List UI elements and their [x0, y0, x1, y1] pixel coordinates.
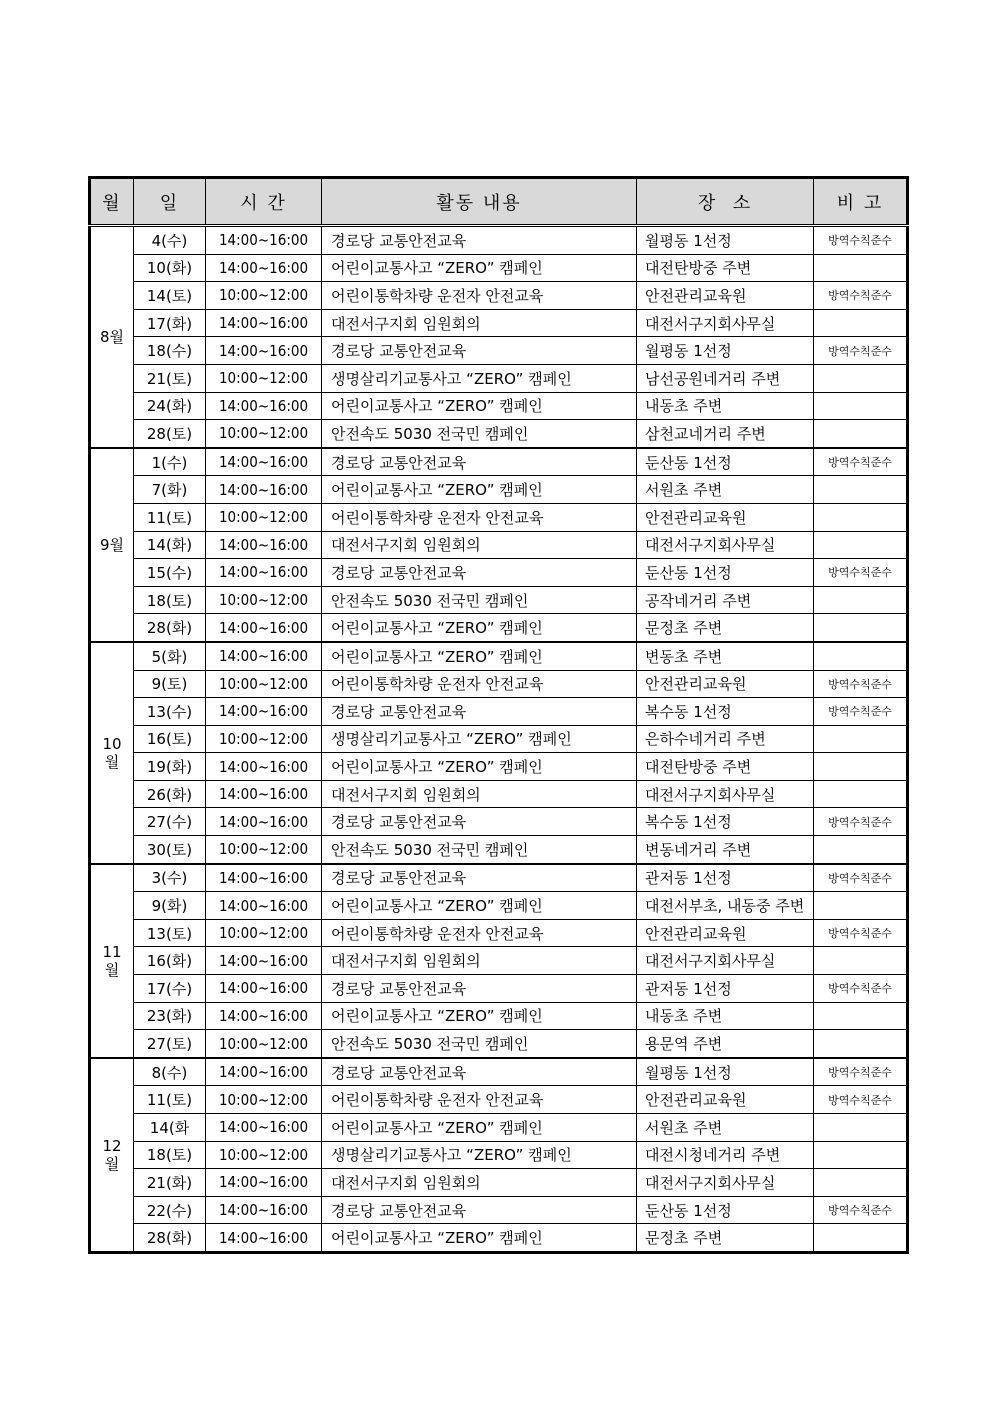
place-cell: 안전관리교육원 — [637, 282, 814, 310]
header-day: 일 — [134, 178, 206, 226]
note-cell: 방역수칙준수 — [814, 1058, 908, 1086]
place-cell: 문정초 주변 — [637, 1224, 814, 1253]
header-time: 시 간 — [206, 178, 322, 226]
place-cell: 대전서구지회사무실 — [637, 780, 814, 808]
place-cell: 남선공원네거리 주변 — [637, 364, 814, 392]
note-cell: 방역수칙준수 — [814, 808, 908, 836]
activity-cell: 어린이통학차량 운전자 안전교육 — [322, 919, 637, 947]
day-cell: 23(화) — [134, 1002, 206, 1030]
time-cell: 14:00~16:00 — [206, 753, 322, 781]
place-cell: 복수동 1선정 — [637, 698, 814, 726]
activity-cell: 대전서구지회 임원회의 — [322, 531, 637, 559]
day-cell: 3(수) — [134, 864, 206, 892]
activity-cell: 경로당 교통안전교육 — [322, 226, 637, 255]
activity-cell: 경로당 교통안전교육 — [322, 337, 637, 365]
note-cell — [814, 254, 908, 282]
activity-cell: 경로당 교통안전교육 — [322, 448, 637, 476]
note-cell: 방역수칙준수 — [814, 1196, 908, 1224]
day-cell: 9(토) — [134, 670, 206, 698]
header-month: 월 — [90, 178, 134, 226]
activity-cell: 생명살리기교통사고 “ZERO” 캠페인 — [322, 1141, 637, 1169]
header-activity: 활동 내용 — [322, 178, 637, 226]
table-row — [90, 975, 908, 1003]
day-cell: 5(화) — [134, 642, 206, 670]
activity-cell: 안전속도 5030 전국민 캠페인 — [322, 420, 637, 448]
place-cell: 안전관리교육원 — [637, 919, 814, 947]
day-cell: 14(화 — [134, 1114, 206, 1142]
table-row — [90, 947, 908, 975]
time-cell: 10:00~12:00 — [206, 1086, 322, 1114]
time-cell: 14:00~16:00 — [206, 947, 322, 975]
time-cell: 14:00~16:00 — [206, 337, 322, 365]
table-row — [90, 614, 908, 642]
place-cell: 월평동 1선정 — [637, 337, 814, 365]
table-row — [90, 337, 908, 365]
day-cell: 21(화) — [134, 1169, 206, 1197]
note-cell — [814, 725, 908, 753]
month-label: 8월 — [90, 226, 134, 448]
note-cell — [814, 947, 908, 975]
day-cell: 15(수) — [134, 559, 206, 587]
place-cell: 대전시청네거리 주변 — [637, 1141, 814, 1169]
activity-cell: 대전서구지회 임원회의 — [322, 780, 637, 808]
day-cell: 1(수) — [134, 448, 206, 476]
place-cell: 둔산동 1선정 — [637, 1196, 814, 1224]
place-cell: 둔산동 1선정 — [637, 559, 814, 587]
table-row — [90, 1002, 908, 1030]
place-cell: 복수동 1선정 — [637, 808, 814, 836]
place-cell: 안전관리교육원 — [637, 670, 814, 698]
note-cell — [814, 614, 908, 642]
time-cell: 14:00~16:00 — [206, 476, 322, 504]
table-row — [90, 725, 908, 753]
place-cell: 대전탄방중 주변 — [637, 254, 814, 282]
activity-cell: 어린이교통사고 “ZERO” 캠페인 — [322, 476, 637, 504]
activity-cell: 경로당 교통안전교육 — [322, 1196, 637, 1224]
time-cell: 14:00~16:00 — [206, 559, 322, 587]
activity-cell: 어린이교통사고 “ZERO” 캠페인 — [322, 614, 637, 642]
activity-cell: 안전속도 5030 전국민 캠페인 — [322, 836, 637, 864]
place-cell: 내동초 주변 — [637, 1002, 814, 1030]
activity-cell: 경로당 교통안전교육 — [322, 975, 637, 1003]
day-cell: 28(화) — [134, 614, 206, 642]
note-cell: 방역수칙준수 — [814, 864, 908, 892]
time-cell: 10:00~12:00 — [206, 1141, 322, 1169]
place-cell: 둔산동 1선정 — [637, 448, 814, 476]
time-cell: 10:00~12:00 — [206, 420, 322, 448]
place-cell: 은하수네거리 주변 — [637, 725, 814, 753]
time-cell: 14:00~16:00 — [206, 226, 322, 255]
table-row — [90, 1169, 908, 1197]
day-cell: 9(화) — [134, 892, 206, 920]
table-row — [90, 780, 908, 808]
day-cell: 22(수) — [134, 1196, 206, 1224]
note-cell — [814, 1141, 908, 1169]
note-cell: 방역수칙준수 — [814, 698, 908, 726]
activity-cell: 어린이교통사고 “ZERO” 캠페인 — [322, 892, 637, 920]
note-cell — [814, 309, 908, 337]
note-cell — [814, 642, 908, 670]
activity-cell: 어린이통학차량 운전자 안전교육 — [322, 670, 637, 698]
day-cell: 28(화) — [134, 1224, 206, 1253]
day-cell: 11(토) — [134, 1086, 206, 1114]
note-cell: 방역수칙준수 — [814, 919, 908, 947]
table-row — [90, 282, 908, 310]
place-cell: 삼천교네거리 주변 — [637, 420, 814, 448]
note-cell — [814, 1169, 908, 1197]
place-cell: 서원초 주변 — [637, 1114, 814, 1142]
time-cell: 14:00~16:00 — [206, 808, 322, 836]
place-cell: 서원초 주변 — [637, 476, 814, 504]
place-cell: 월평동 1선정 — [637, 1058, 814, 1086]
table-row — [90, 364, 908, 392]
time-cell: 14:00~16:00 — [206, 642, 322, 670]
time-cell: 14:00~16:00 — [206, 1196, 322, 1224]
day-cell: 21(토) — [134, 364, 206, 392]
activity-cell: 대전서구지회 임원회의 — [322, 309, 637, 337]
place-cell: 대전탄방중 주변 — [637, 753, 814, 781]
day-cell: 10(화) — [134, 254, 206, 282]
day-cell: 24(화) — [134, 392, 206, 420]
month-label: 9월 — [90, 448, 134, 642]
time-cell: 14:00~16:00 — [206, 1058, 322, 1086]
table-row — [90, 1196, 908, 1224]
day-cell: 4(수) — [134, 226, 206, 255]
time-cell: 14:00~16:00 — [206, 392, 322, 420]
place-cell: 대전서부초, 내동중 주변 — [637, 892, 814, 920]
activity-cell: 어린이교통사고 “ZERO” 캠페인 — [322, 254, 637, 282]
header-place: 장 소 — [637, 178, 814, 226]
day-cell: 14(토) — [134, 282, 206, 310]
day-cell: 18(수) — [134, 337, 206, 365]
header-row — [90, 178, 908, 226]
activity-cell: 생명살리기교통사고 “ZERO” 캠페인 — [322, 364, 637, 392]
day-cell: 8(수) — [134, 1058, 206, 1086]
activity-cell: 경로당 교통안전교육 — [322, 559, 637, 587]
time-cell: 10:00~12:00 — [206, 282, 322, 310]
time-cell: 10:00~12:00 — [206, 725, 322, 753]
note-cell: 방역수칙준수 — [814, 670, 908, 698]
activity-cell: 대전서구지회 임원회의 — [322, 1169, 637, 1197]
table-row — [90, 448, 908, 476]
place-cell: 안전관리교육원 — [637, 503, 814, 531]
table-row — [90, 1058, 908, 1086]
note-cell — [814, 836, 908, 864]
note-cell: 방역수칙준수 — [814, 448, 908, 476]
note-cell — [814, 392, 908, 420]
table-row — [90, 919, 908, 947]
table-row — [90, 642, 908, 670]
time-cell: 14:00~16:00 — [206, 975, 322, 1003]
table-row — [90, 1224, 908, 1253]
table-row — [90, 698, 908, 726]
note-cell — [814, 1224, 908, 1253]
place-cell: 변동초 주변 — [637, 642, 814, 670]
time-cell: 10:00~12:00 — [206, 586, 322, 614]
day-cell: 17(화) — [134, 309, 206, 337]
time-cell: 10:00~12:00 — [206, 919, 322, 947]
table-row — [90, 892, 908, 920]
day-cell: 27(토) — [134, 1030, 206, 1058]
table-row — [90, 836, 908, 864]
table-row — [90, 420, 908, 448]
time-cell: 10:00~12:00 — [206, 1030, 322, 1058]
note-cell: 방역수칙준수 — [814, 282, 908, 310]
activity-cell: 경로당 교통안전교육 — [322, 698, 637, 726]
note-cell — [814, 1002, 908, 1030]
day-cell: 26(화) — [134, 780, 206, 808]
note-cell: 방역수칙준수 — [814, 1086, 908, 1114]
table-row — [90, 1141, 908, 1169]
note-cell — [814, 476, 908, 504]
note-cell: 방역수칙준수 — [814, 226, 908, 255]
time-cell: 10:00~12:00 — [206, 836, 322, 864]
note-cell — [814, 892, 908, 920]
table-row — [90, 1086, 908, 1114]
time-cell: 10:00~12:00 — [206, 670, 322, 698]
time-cell: 14:00~16:00 — [206, 254, 322, 282]
day-cell: 18(토) — [134, 1141, 206, 1169]
table-row — [90, 476, 908, 504]
time-cell: 14:00~16:00 — [206, 1224, 322, 1253]
day-cell: 17(수) — [134, 975, 206, 1003]
note-cell — [814, 531, 908, 559]
place-cell: 변동네거리 주변 — [637, 836, 814, 864]
table-row — [90, 392, 908, 420]
activity-cell: 어린이통학차량 운전자 안전교육 — [322, 503, 637, 531]
day-cell: 30(토) — [134, 836, 206, 864]
day-cell: 18(토) — [134, 586, 206, 614]
table-row — [90, 753, 908, 781]
day-cell: 19(화) — [134, 753, 206, 781]
activity-cell: 어린이교통사고 “ZERO” 캠페인 — [322, 1114, 637, 1142]
activity-cell: 어린이교통사고 “ZERO” 캠페인 — [322, 1002, 637, 1030]
activity-cell: 어린이교통사고 “ZERO” 캠페인 — [322, 1224, 637, 1253]
time-cell: 14:00~16:00 — [206, 1002, 322, 1030]
place-cell: 용문역 주변 — [637, 1030, 814, 1058]
table-row — [90, 254, 908, 282]
place-cell: 월평동 1선정 — [637, 226, 814, 255]
schedule-table — [88, 176, 909, 1254]
place-cell: 안전관리교육원 — [637, 1086, 814, 1114]
table-row — [90, 586, 908, 614]
time-cell: 10:00~12:00 — [206, 503, 322, 531]
activity-cell: 생명살리기교통사고 “ZERO” 캠페인 — [322, 725, 637, 753]
place-cell: 문정초 주변 — [637, 614, 814, 642]
table-row — [90, 1030, 908, 1058]
day-cell: 16(토) — [134, 725, 206, 753]
note-cell — [814, 780, 908, 808]
activity-cell: 경로당 교통안전교육 — [322, 1058, 637, 1086]
activity-cell: 안전속도 5030 전국민 캠페인 — [322, 586, 637, 614]
activity-cell: 어린이통학차량 운전자 안전교육 — [322, 1086, 637, 1114]
place-cell: 대전서구지회사무실 — [637, 531, 814, 559]
note-cell: 방역수칙준수 — [814, 337, 908, 365]
activity-cell: 어린이교통사고 “ZERO” 캠페인 — [322, 392, 637, 420]
day-cell: 27(수) — [134, 808, 206, 836]
note-cell — [814, 503, 908, 531]
time-cell: 14:00~16:00 — [206, 698, 322, 726]
day-cell: 13(수) — [134, 698, 206, 726]
time-cell: 14:00~16:00 — [206, 864, 322, 892]
day-cell: 13(토) — [134, 919, 206, 947]
time-cell: 14:00~16:00 — [206, 892, 322, 920]
day-cell: 28(토) — [134, 420, 206, 448]
place-cell: 공작네거리 주변 — [637, 586, 814, 614]
activity-cell: 안전속도 5030 전국민 캠페인 — [322, 1030, 637, 1058]
place-cell: 관저동 1선정 — [637, 864, 814, 892]
table-row — [90, 808, 908, 836]
activity-cell: 경로당 교통안전교육 — [322, 808, 637, 836]
table-row — [90, 559, 908, 587]
time-cell: 14:00~16:00 — [206, 1169, 322, 1197]
note-cell: 방역수칙준수 — [814, 559, 908, 587]
place-cell: 대전서구지회사무실 — [637, 309, 814, 337]
month-label: 12 월 — [90, 1058, 134, 1253]
day-cell: 7(화) — [134, 476, 206, 504]
note-cell — [814, 420, 908, 448]
table-row — [90, 864, 908, 892]
time-cell: 14:00~16:00 — [206, 1114, 322, 1142]
time-cell: 14:00~16:00 — [206, 309, 322, 337]
note-cell: 방역수칙준수 — [814, 975, 908, 1003]
note-cell — [814, 1114, 908, 1142]
place-cell: 대전서구지회사무실 — [637, 947, 814, 975]
table-row — [90, 309, 908, 337]
place-cell: 관저동 1선정 — [637, 975, 814, 1003]
month-label: 11 월 — [90, 864, 134, 1058]
time-cell: 14:00~16:00 — [206, 531, 322, 559]
note-cell — [814, 364, 908, 392]
place-cell: 대전서구지회사무실 — [637, 1169, 814, 1197]
activity-cell: 어린이통학차량 운전자 안전교육 — [322, 282, 637, 310]
time-cell: 14:00~16:00 — [206, 448, 322, 476]
time-cell: 14:00~16:00 — [206, 780, 322, 808]
activity-cell: 경로당 교통안전교육 — [322, 864, 637, 892]
time-cell: 10:00~12:00 — [206, 364, 322, 392]
day-cell: 14(화) — [134, 531, 206, 559]
header-note: 비 고 — [814, 178, 908, 226]
table-row — [90, 670, 908, 698]
note-cell — [814, 586, 908, 614]
note-cell — [814, 753, 908, 781]
table-row — [90, 1114, 908, 1142]
table-row — [90, 503, 908, 531]
day-cell: 16(화) — [134, 947, 206, 975]
schedule-body — [90, 226, 908, 1253]
note-cell — [814, 1030, 908, 1058]
time-cell: 14:00~16:00 — [206, 614, 322, 642]
table-row — [90, 226, 908, 255]
activity-cell: 어린이교통사고 “ZERO” 캠페인 — [322, 642, 637, 670]
activity-cell: 대전서구지회 임원회의 — [322, 947, 637, 975]
activity-cell: 어린이교통사고 “ZERO” 캠페인 — [322, 753, 637, 781]
month-label: 10 월 — [90, 642, 134, 864]
day-cell: 11(토) — [134, 503, 206, 531]
table-row — [90, 531, 908, 559]
place-cell: 내동초 주변 — [637, 392, 814, 420]
